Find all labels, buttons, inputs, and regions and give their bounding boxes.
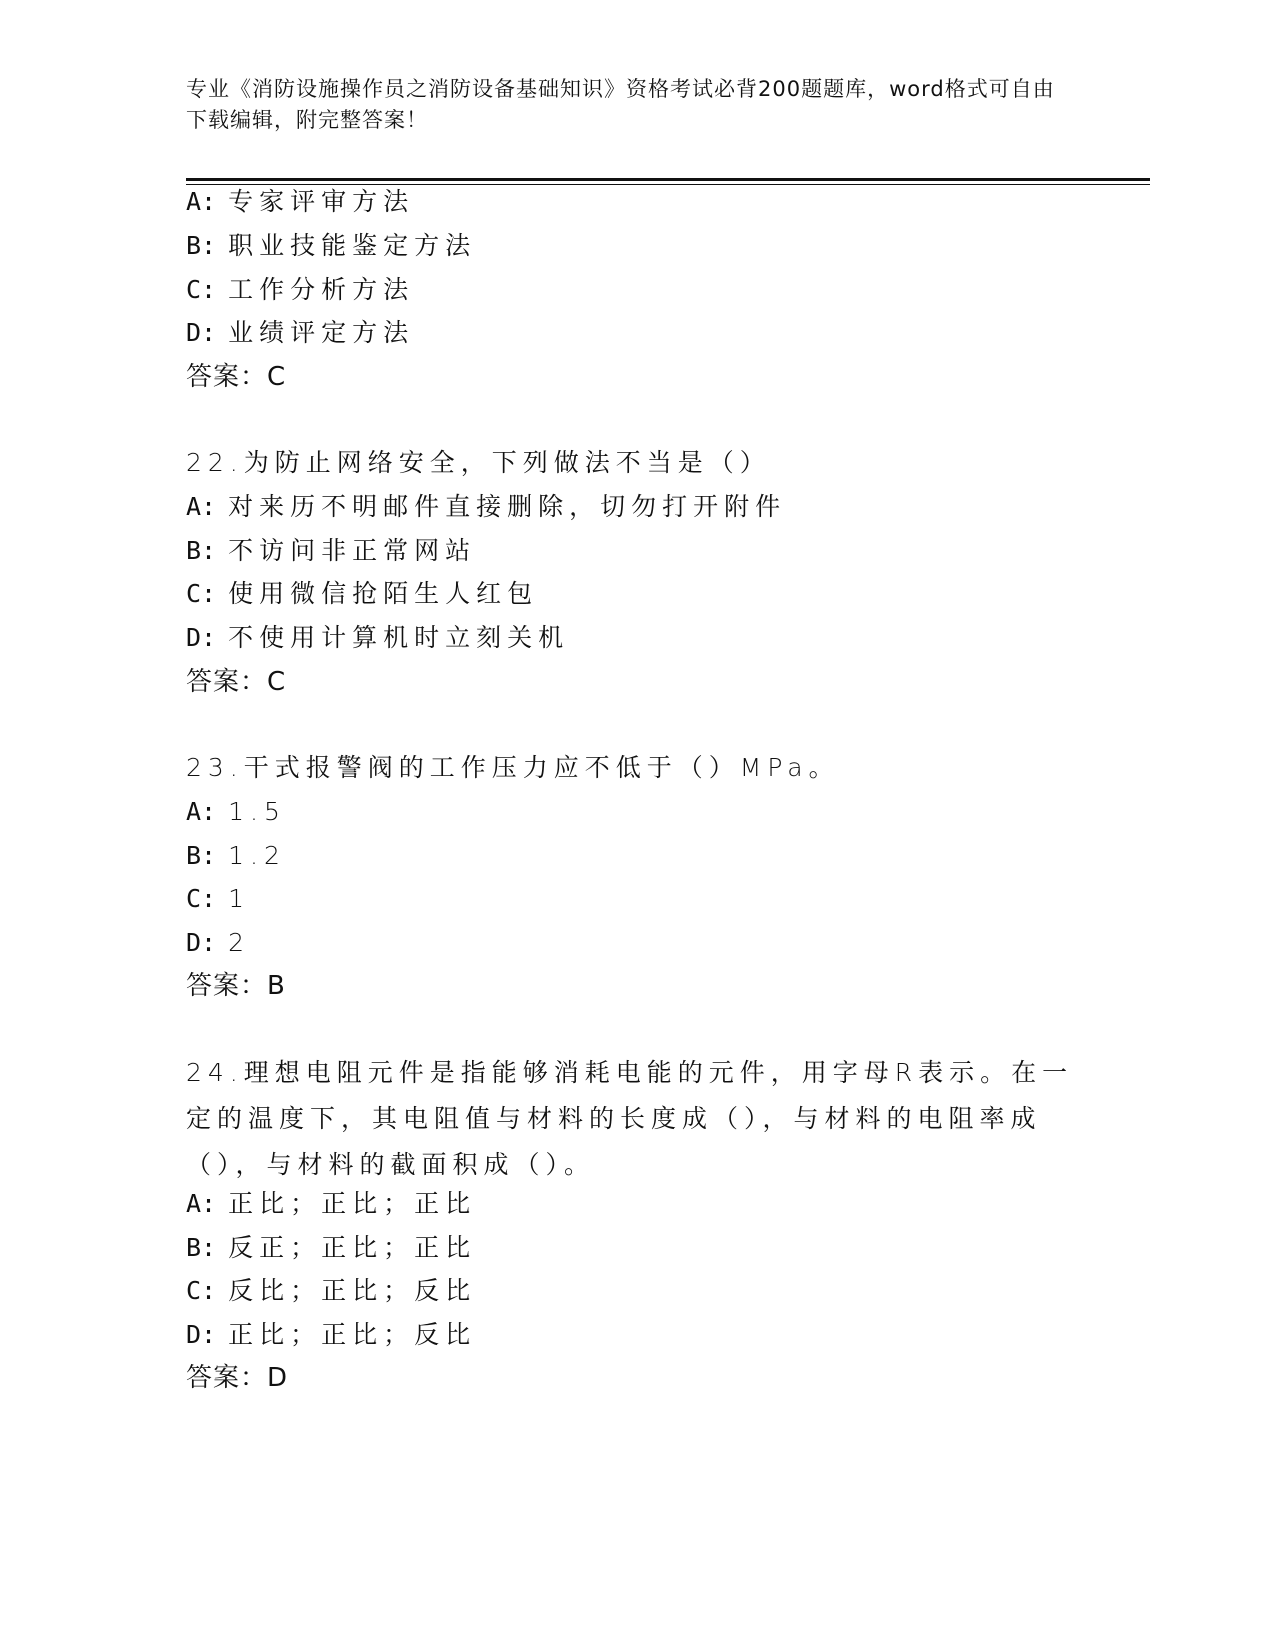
option-text: 1.2	[228, 841, 286, 870]
q21-answer: 答案：C	[186, 362, 287, 392]
q24-question: 24.理想电阻元件是指能够消耗电能的元件，用字母R表示。在一定的温度下，其电阻值与材料的长度成（），与材料的电阻率成（），与材料的截面积成（）。	[186, 1058, 1074, 1179]
header-rule-thin	[186, 184, 1150, 185]
document-intro: 专业《消防设施操作员之消防设备基础知识》资格考试必背200题题库，word格式可自由下载编辑，附完整答案！	[186, 77, 1055, 132]
q22-option-a	[186, 492, 786, 522]
q22-answer: 答案：C	[186, 667, 287, 697]
q22-question: 22.为防止网络安全，下列做法不当是（）	[186, 448, 771, 477]
option-label: C:	[186, 1276, 217, 1305]
q23-option-b	[186, 841, 286, 871]
q22-option-d	[186, 623, 569, 653]
option-label: D:	[186, 318, 217, 347]
q23-option-a	[186, 797, 286, 827]
option-text: 反比；正比；反比	[228, 1276, 477, 1305]
option-text: 使用微信抢陌生人红包	[228, 579, 539, 608]
q23-option-c	[186, 884, 250, 914]
option-label: D:	[186, 623, 217, 652]
q21-option-a	[186, 187, 414, 217]
q24-option-d	[186, 1320, 476, 1350]
option-label: B:	[186, 231, 217, 260]
q22-option-c	[186, 579, 538, 609]
q23-answer: 答案：B	[186, 971, 286, 1001]
option-label: A:	[186, 1189, 217, 1218]
q22-option-b	[186, 536, 476, 566]
q24-option-c	[186, 1276, 476, 1306]
q24-option-b	[186, 1233, 476, 1263]
option-label: C:	[186, 579, 217, 608]
option-text: 1	[228, 884, 251, 913]
option-text: 1.5	[228, 797, 286, 826]
option-text: 2	[228, 928, 251, 957]
q23-option-d	[186, 928, 250, 958]
option-text: 对来历不明邮件直接删除，切勿打开附件	[228, 492, 787, 521]
option-label: B:	[186, 1233, 217, 1262]
header-rule-thick	[186, 178, 1150, 181]
q23-question: 23.干式报警阀的工作压力应不低于（）MPa。	[186, 753, 840, 782]
option-label: A:	[186, 187, 217, 216]
option-text: 正比；正比；正比	[228, 1189, 477, 1218]
option-text: 不访问非正常网站	[228, 536, 477, 565]
option-label: C:	[186, 275, 217, 304]
option-text: 专家评审方法	[228, 187, 415, 216]
option-label: D:	[186, 1320, 217, 1349]
option-text: 业绩评定方法	[228, 318, 415, 347]
q21-option-d	[186, 318, 414, 348]
option-label: B:	[186, 536, 217, 565]
option-label: A:	[186, 492, 217, 521]
q21-option-b	[186, 231, 476, 261]
option-text: 不使用计算机时立刻关机	[228, 623, 570, 652]
option-label: C:	[186, 884, 217, 913]
q21-option-c	[186, 275, 414, 305]
option-label: D:	[186, 928, 217, 957]
option-text: 工作分析方法	[228, 275, 415, 304]
q24-answer: 答案：D	[186, 1363, 289, 1393]
option-text: 反正；正比；正比	[228, 1233, 477, 1262]
option-text: 职业技能鉴定方法	[228, 231, 477, 260]
option-label: B:	[186, 841, 217, 870]
option-label: A:	[186, 797, 217, 826]
q24-option-a	[186, 1189, 476, 1219]
option-text: 正比；正比；反比	[228, 1320, 477, 1349]
